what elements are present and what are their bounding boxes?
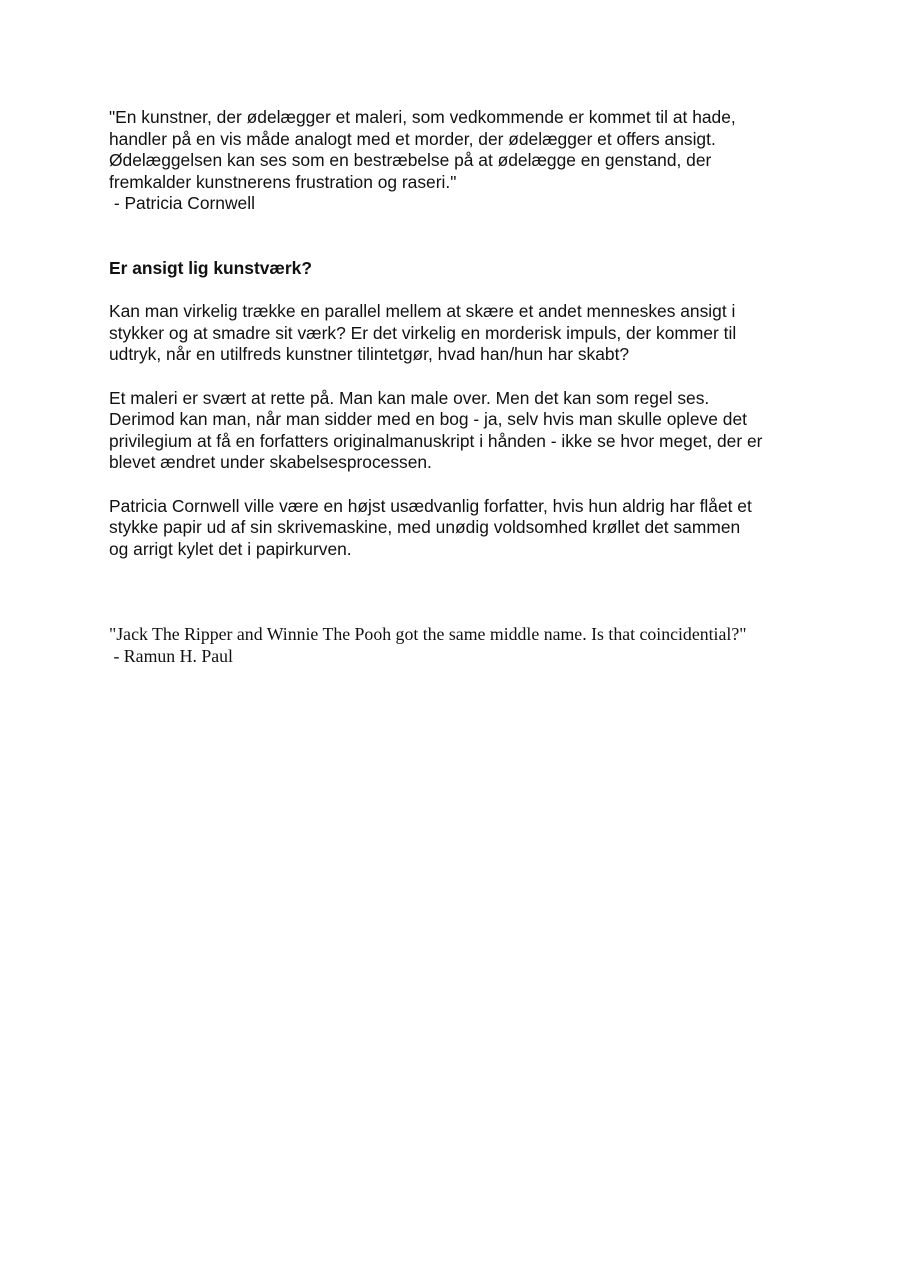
quote-line: handler på en vis måde analogt med et morder, der ødelægger et offers ansigt. xyxy=(109,128,716,149)
quote-attribution: - Ramun H. Paul xyxy=(109,645,233,666)
quote-line: "Jack The Ripper and Winnie The Pooh got the same middle name. Is that coincidential?" xyxy=(109,624,747,645)
paragraph-line: stykke papir ud af sin skrivemaskine, med unødig voldsomhed krøllet det sammen xyxy=(109,517,741,538)
quote-attribution: - Patricia Cornwell xyxy=(109,193,255,214)
paragraph-line: udtryk, når en utilfreds kunstner tilintetgør, hvad han/hun har skabt? xyxy=(109,344,630,365)
paragraph-line: privilegium at få en forfatters originalmanuskript i hånden - ikke se hvor meget, der er xyxy=(109,430,763,451)
quote-line: Ødelæggelsen kan ses som en bestræbelse på at ødelægge en genstand, der xyxy=(109,150,712,171)
paragraph-line: stykker og at smadre sit værk? Er det virkelig en morderisk impuls, der kommer til xyxy=(109,322,737,343)
quote-line: "En kunstner, der ødelægger et maleri, som vedkommende er kommet til at hade, xyxy=(109,107,736,127)
paragraph-line: blevet ændret under skabelsesprocessen. xyxy=(109,452,432,473)
quote-line: fremkalder kunstnerens frustration og raseri." xyxy=(109,171,457,192)
paragraph xyxy=(109,496,809,561)
paragraph-line: Kan man virkelig trække en parallel mellem at skære et andet menneskes ansigt i xyxy=(109,301,736,322)
section-heading: Er ansigt lig kunstværk? xyxy=(109,257,312,278)
paragraph-line: og arrigt kylet det i papirkurven. xyxy=(109,538,352,559)
paragraph-line: Patricia Cornwell ville være en højst usædvanlig forfatter, hvis hun aldrig har flået et xyxy=(109,495,752,516)
closing-quote xyxy=(109,624,809,667)
paragraph xyxy=(109,301,809,366)
paragraph-line: Et maleri er svært at rette på. Man kan male over. Men det kan som regel ses. xyxy=(109,387,710,408)
opening-quote xyxy=(109,107,809,215)
document-body xyxy=(109,107,809,667)
paragraph xyxy=(109,388,809,474)
paragraph-line: Derimod kan man, når man sidder med en bog - ja, selv hvis man skulle opleve det xyxy=(109,409,747,430)
